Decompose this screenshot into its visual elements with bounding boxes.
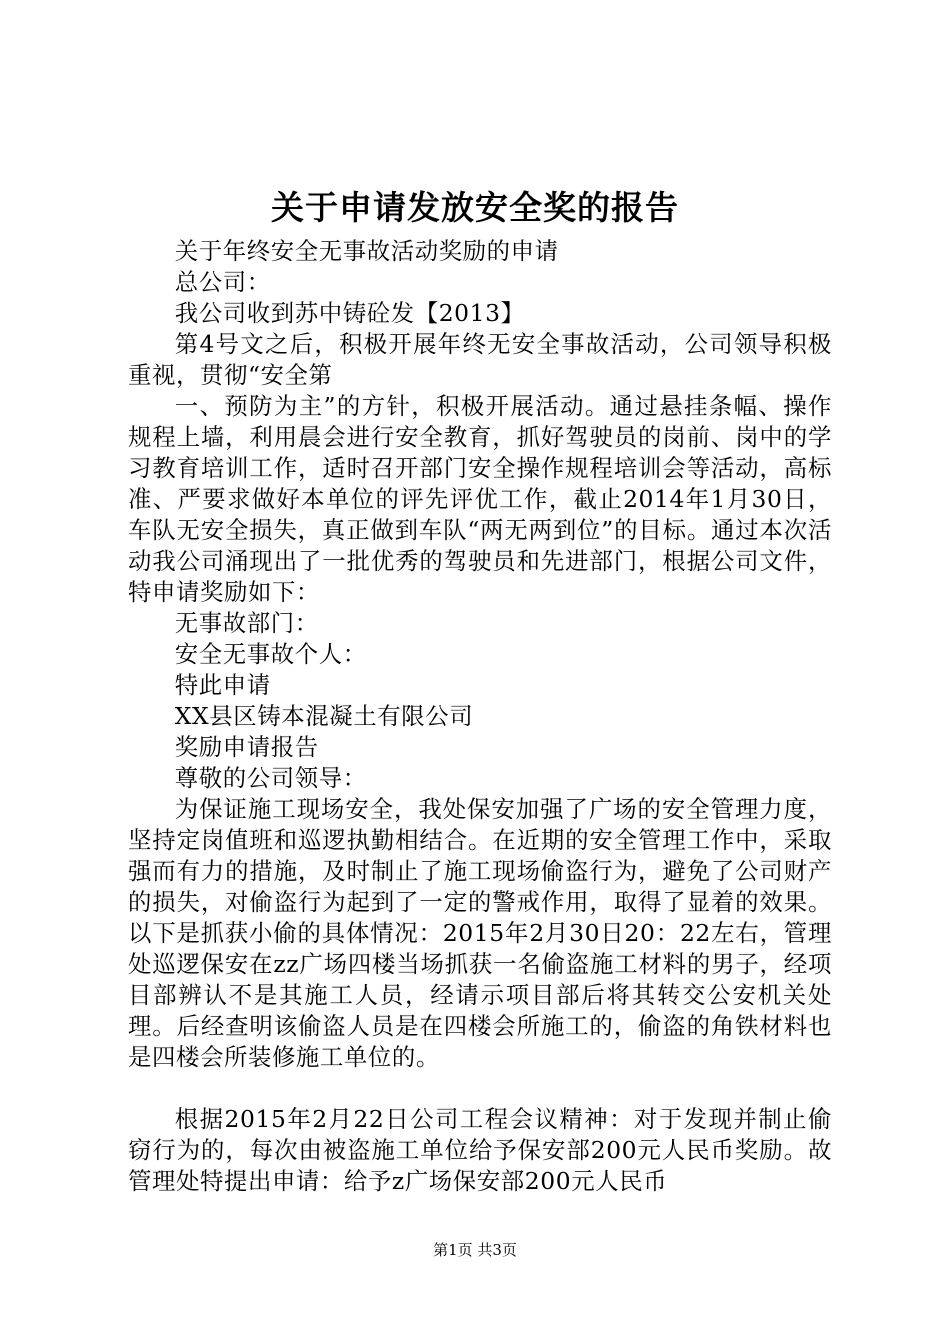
paragraph: 安全无事故个人： [174, 640, 367, 668]
paragraph: 我公司收到苏中铸砼发【2013】 [174, 299, 525, 327]
paragraph: 关于年终安全无事故活动奖励的申请 [174, 237, 559, 265]
paragraph: 根据2015年2月22日公司工程会议精神：对于发现并制止偷窃行为的，每次由被盗施工单位给予保安部200元人民币奖励。故管理处特提出申请：给予z广场保安部200元人民币 [128, 1105, 832, 1195]
paragraph: 第4号文之后，积极开展年终无安全事故活动，公司领导积极重视，贯彻“安全第 [128, 330, 832, 389]
paragraph: XX县区铸本混凝土有限公司 [174, 702, 474, 730]
paragraph: 无事故部门： [174, 609, 319, 637]
paragraph: 奖励申请报告 [174, 733, 319, 761]
document-title: 关于申请发放安全奖的报告 [271, 188, 679, 227]
paragraph: 一、预防为主”的方针，积极开展活动。通过悬挂条幅、操作规程上墙，利用晨会进行安全教育，抓好驾驶员的岗前、岗中的学习教育培训工作，适时召开部门安全操作规程培训会等活动，高标准、严要求做好本单位的评先评优工作，截止2014年1月30日，车队无安全损失，真正做到车队“两无两到位”的目标。通过本次活动我公司涌现出了一批优秀的驾驶员和先进部门，根据公司文件，特申请奖励如下： [128, 392, 832, 606]
paragraph: 为保证施工现场安全，我处保安加强了广场的安全管理力度，坚持定岗值班和巡逻执勤相结合。在近期的安全管理工作中，采取强而有力的措施，及时制止了施工现场偷盗行为，避免了公司财产的损失，对偷盗行为起到了一定的警戒作用，取得了显着的效果。以下是抓获小偷的具体情况：2015年2月30日20：22左右，管理处巡逻保安在zz广场四楼当场抓获一名偷盗施工材料的男子，经项目部辨认不是其施工人员，经请示项目部后将其转交公安机关处理。后经查明该偷盗人员是在四楼会所施工的，偷盗的角铁材料也是四楼会所装修施工单位的。 [128, 795, 832, 1071]
paragraph: 总公司： [174, 268, 271, 296]
paragraph: 尊敬的公司领导： [174, 764, 367, 792]
paragraph: 特此申请 [174, 671, 271, 699]
document-body [128, 236, 832, 1197]
page-footer: 第1页 共3页 [433, 1241, 517, 1259]
